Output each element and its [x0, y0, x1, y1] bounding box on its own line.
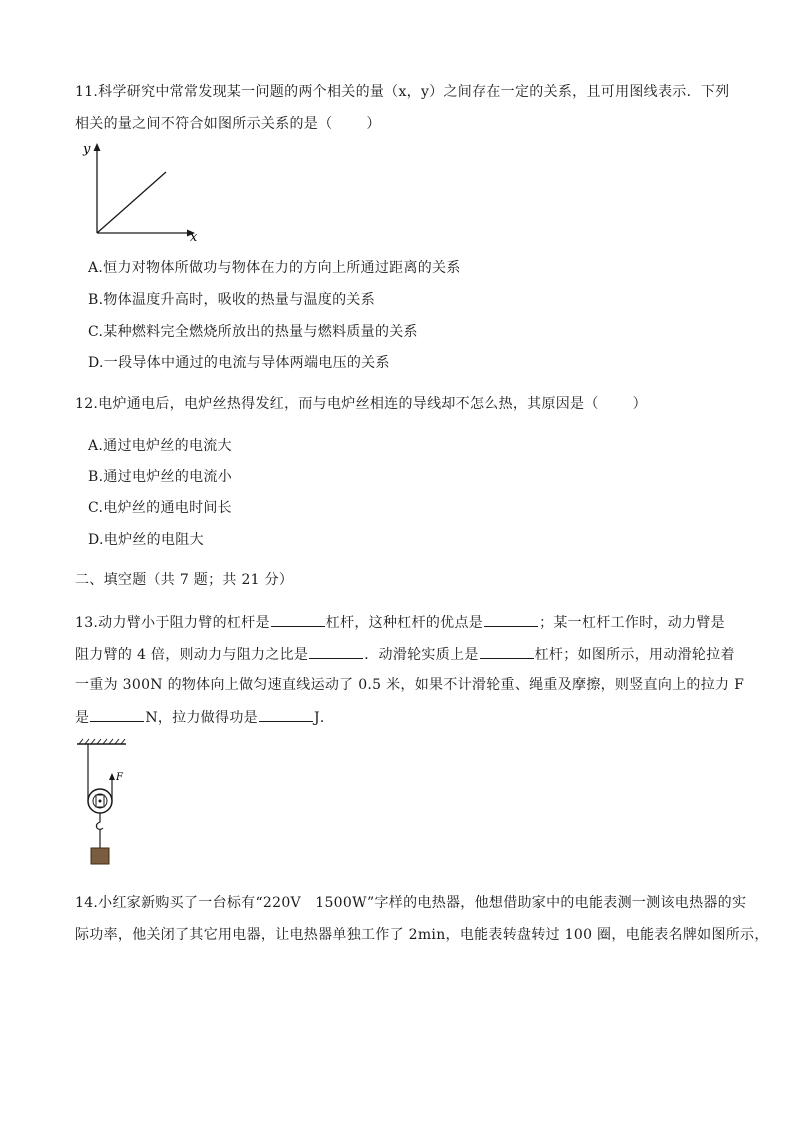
q12-stem [75, 394, 725, 414]
q11-option-c: C.某种燃料完全燃烧所放出的热量与燃料质量的关系 [88, 324, 418, 340]
force-arrow [109, 773, 115, 780]
section-heading-fill-in: 二、填空题（共 7 题；共 21 分） [75, 572, 294, 588]
fill-blank [480, 644, 534, 659]
q13-text-1b: 杠杆，这种杠杆的优点是 [325, 615, 484, 631]
q13-text-1c: ；某一杠杆工作时，动力臂是 [539, 615, 725, 631]
q14-line-2: 际功率，他关闭了其它用电器，让电热器单独工作了 2min，电能表转盘转过 100 圈，电能表名牌如图所示， [75, 927, 769, 943]
q11-stem-end: ） [366, 116, 381, 132]
q11-option-a: A.恒力对物体所做功与物体在力的方向上所通过距离的关系 [88, 260, 461, 276]
q11-option-b: B.物体温度升高时，吸收的热量与温度的关系 [88, 292, 376, 308]
q13-line-4 [75, 707, 725, 728]
force-label: F [116, 772, 123, 783]
q13-line-1 [75, 612, 725, 633]
q12-stem-text: 12.电炉通电后，电炉丝热得发红，而与电炉丝相连的导线却不怎么热，其原因是（ [75, 396, 599, 412]
q11-stem-text: 相关的量之间不符合如图所示关系的是（ [75, 116, 333, 132]
pulley-axle [99, 800, 102, 803]
x-axis-label: x [190, 230, 198, 242]
q12-stem-end: ） [632, 396, 647, 412]
q12-option-a: A.通过电炉丝的电流大 [88, 438, 232, 454]
q12-option-c: C.电炉丝的通电时间长 [88, 500, 232, 516]
q12-option-b: B.通过电炉丝的电流小 [88, 469, 233, 485]
q13-line-2 [75, 644, 735, 665]
y-axis-label: y [83, 142, 91, 157]
weight-block [91, 848, 109, 864]
q14-line-1: 14.小红家新购买了一台标有“220V 1500W”字样的电热器，他想借助家中的电能表测一测该电热器的实 [75, 895, 747, 911]
q13-text-1a: 13.动力臂小于阻力臂的杠杆是 [75, 615, 270, 631]
fill-blank [271, 612, 325, 627]
q13-text-4b: N，拉力做得功是 [145, 710, 258, 726]
q13-text-2b: ．动滑轮实质上是 [364, 647, 479, 663]
q11-stem-line-1: 11.科学研究中常常发现某一问题的两个相关的量（x，y）之间存在一定的关系，且可用图线表示．下列 [75, 84, 730, 100]
fill-blank [484, 612, 538, 627]
fill-blank [309, 644, 363, 659]
fill-blank [90, 707, 144, 722]
q11-xy-graph [78, 140, 208, 242]
q12-option-d: D.电炉丝的电阻大 [88, 532, 204, 548]
q11-stem-line-2 [75, 114, 725, 134]
hook [96, 813, 103, 830]
q13-text-2a: 阻力臂的 4 倍，则动力与阻力之比是 [75, 647, 309, 663]
q13-text-2c: 杠杆；如图所示，用动滑轮拉着 [534, 647, 735, 663]
fill-blank [259, 707, 313, 722]
y-axis-arrow [94, 143, 101, 151]
q13-text-4c: J． [313, 710, 335, 726]
q13-text-4a: 是 [75, 710, 90, 726]
proportional-line [97, 172, 166, 233]
q11-option-d: D.一段导体中通过的电流与导体两端电压的关系 [88, 355, 390, 371]
q13-line-3: 一重为 300N 的物体向上做匀速直线运动了 0.5 米，如果不计滑轮重、绳重及摩擦，则竖直向上的拉力 F [75, 677, 745, 693]
q13-pulley-figure [72, 738, 132, 866]
